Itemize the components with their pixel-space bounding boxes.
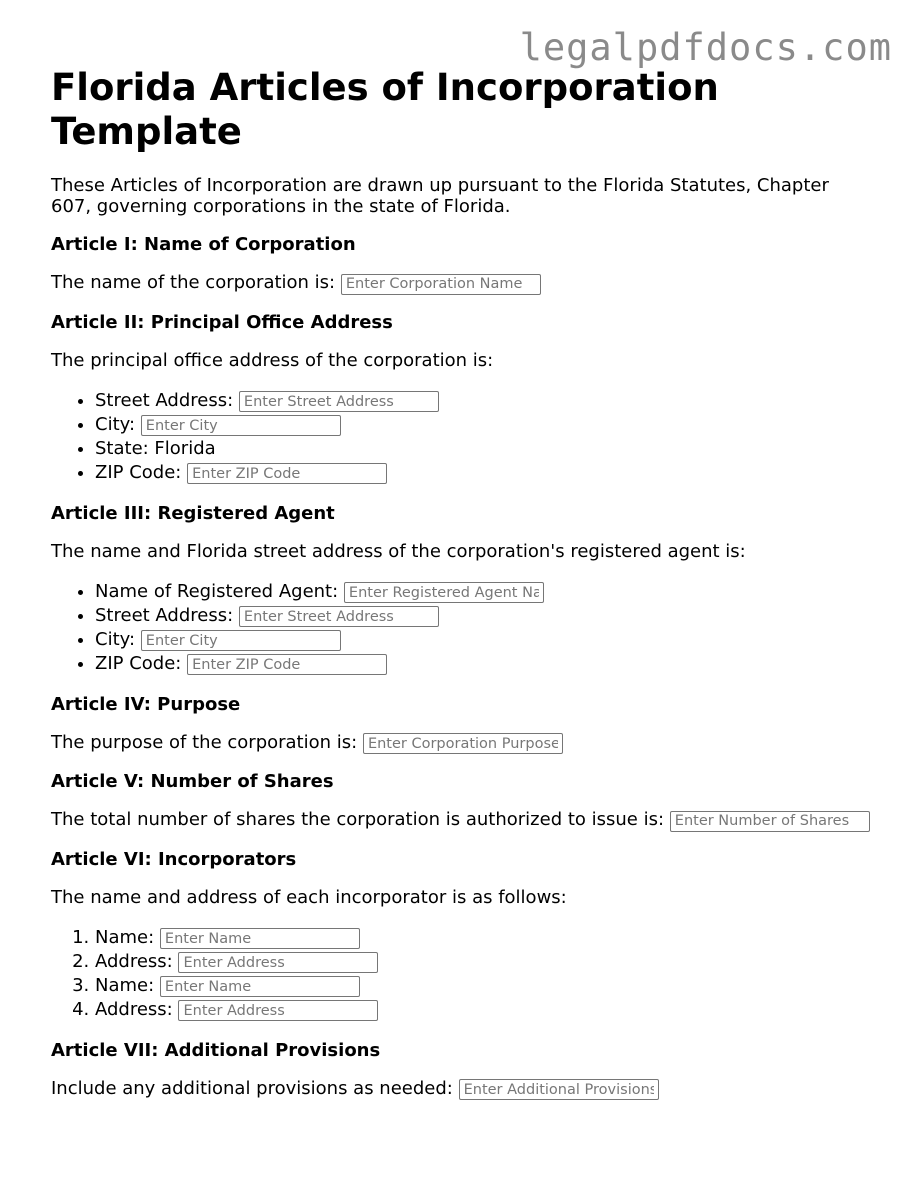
incorporator-1-name-input[interactable] xyxy=(160,928,360,949)
article-4-heading: Article IV: Purpose xyxy=(51,693,241,715)
incorporators-list xyxy=(51,926,871,1022)
street-label: Street Address: xyxy=(95,604,234,626)
agent-street-input[interactable] xyxy=(239,606,439,627)
page-title: Florida Articles of Incorporation Template xyxy=(51,66,719,153)
article-7-heading: Article VII: Additional Provisions xyxy=(51,1039,381,1061)
principal-address-list xyxy=(51,389,871,485)
zip-label: ZIP Code: xyxy=(95,461,182,483)
incorporator-1-address-input[interactable] xyxy=(178,952,378,973)
article-6-heading: Article VI: Incorporators xyxy=(51,848,297,870)
list-item xyxy=(95,926,871,950)
corporation-name-input[interactable] xyxy=(341,274,541,295)
zip-label: ZIP Code: xyxy=(95,652,182,674)
list-item xyxy=(95,580,871,604)
registered-agent-list xyxy=(51,580,871,676)
list-item xyxy=(95,437,871,461)
incorporator-2-address-input[interactable] xyxy=(178,1000,378,1021)
principal-street-input[interactable] xyxy=(239,391,439,412)
list-item xyxy=(95,628,871,652)
principal-zip-input[interactable] xyxy=(187,463,387,484)
article-7-label: Include any additional provisions as needed: xyxy=(51,1077,453,1099)
article-3-heading: Article III: Registered Agent xyxy=(51,502,335,524)
incorporator-address-label: Address: xyxy=(95,998,173,1020)
corporation-purpose-input[interactable] xyxy=(363,733,563,754)
article-2-heading: Article II: Principal Office Address xyxy=(51,311,393,333)
agent-city-input[interactable] xyxy=(141,630,341,651)
number-of-shares-input[interactable] xyxy=(670,811,870,832)
article-5-heading: Article V: Number of Shares xyxy=(51,771,334,792)
list-item xyxy=(95,652,871,676)
article-1-text xyxy=(51,272,871,295)
list-item xyxy=(95,389,871,413)
list-item xyxy=(95,998,871,1022)
intro-paragraph: These Articles of Incorporation are drawn up pursuant to the Florida Statutes, Chapter 607, governing corporations in the state of Florida. xyxy=(51,175,829,217)
list-item xyxy=(95,974,871,998)
watermark: legalpdfdocs.com xyxy=(519,26,892,69)
article-4-text xyxy=(51,732,871,755)
state-text: State: Florida xyxy=(95,437,216,459)
registered-agent-name-input[interactable] xyxy=(344,582,544,603)
incorporator-address-label: Address: xyxy=(95,950,173,972)
article-3-text: The name and Florida street address of the corporation's registered agent is: xyxy=(51,540,746,562)
incorporator-name-label: Name: xyxy=(95,974,155,996)
article-7-text xyxy=(51,1078,871,1101)
article-1-heading: Article I: Name of Corporation xyxy=(51,234,356,255)
agent-zip-input[interactable] xyxy=(187,654,387,675)
principal-city-input[interactable] xyxy=(141,415,341,436)
list-item xyxy=(95,461,871,485)
document-page xyxy=(51,66,871,1117)
list-item xyxy=(95,604,871,628)
article-6-text: The name and address of each incorporator is as follows: xyxy=(51,886,567,908)
additional-provisions-input[interactable] xyxy=(459,1079,659,1100)
city-label: City: xyxy=(95,628,136,650)
article-1-label: The name of the corporation is: xyxy=(51,272,336,293)
agent-name-label: Name of Registered Agent: xyxy=(95,580,339,602)
incorporator-2-name-input[interactable] xyxy=(160,976,360,997)
article-2-text: The principal office address of the corporation is: xyxy=(51,349,494,371)
list-item xyxy=(95,413,871,437)
article-5-label: The total number of shares the corporation is authorized to issue is: xyxy=(51,809,665,830)
list-item xyxy=(95,950,871,974)
street-label: Street Address: xyxy=(95,389,234,411)
article-4-label: The purpose of the corporation is: xyxy=(51,731,358,753)
city-label: City: xyxy=(95,413,136,435)
incorporator-name-label: Name: xyxy=(95,926,155,948)
article-5-text xyxy=(51,809,871,832)
